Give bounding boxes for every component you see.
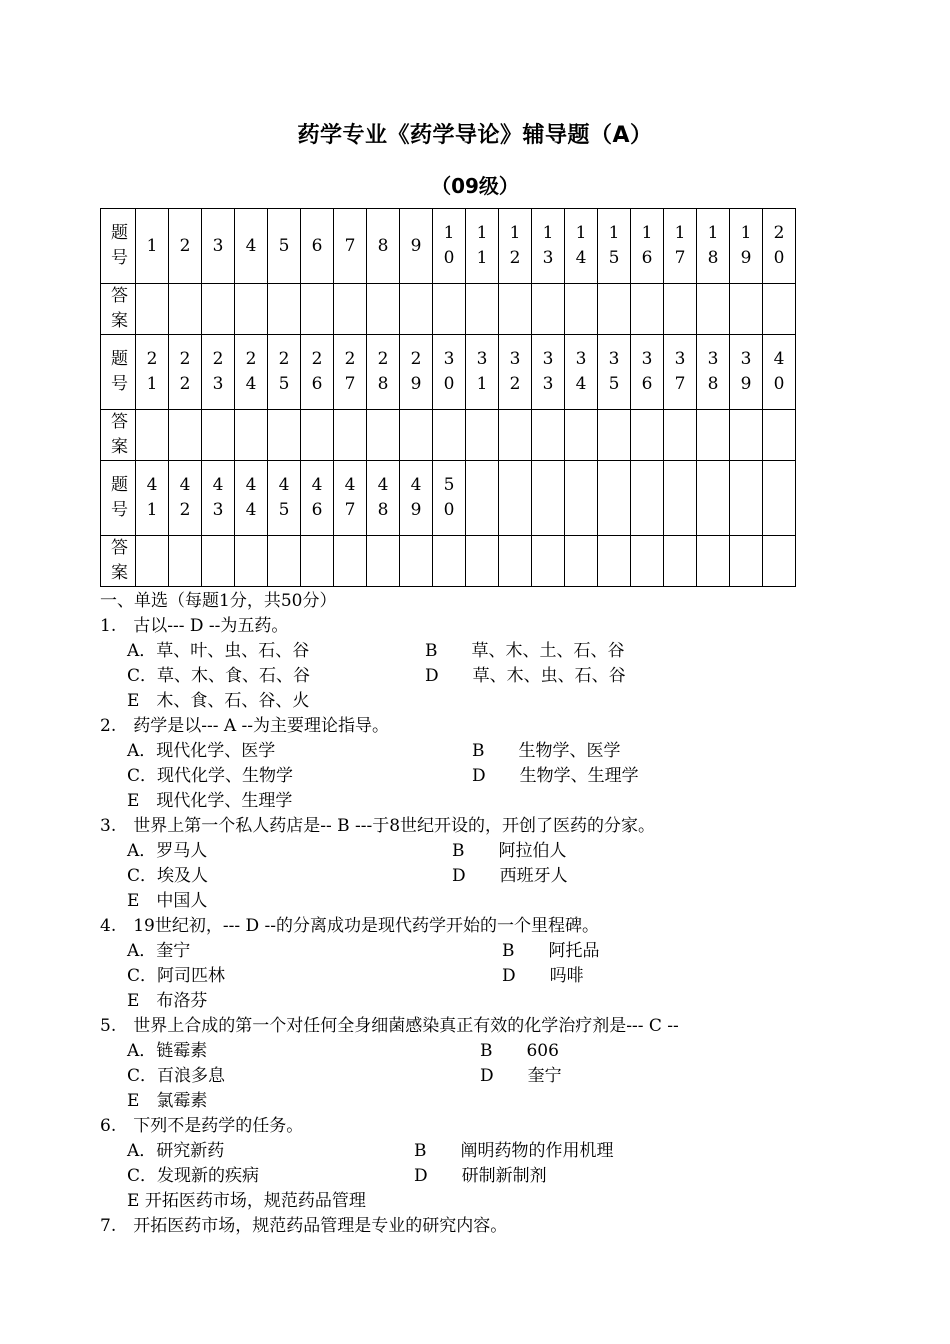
answer-cell[interactable] <box>136 410 169 461</box>
option-line <box>100 789 920 814</box>
question-number-cell: 12 <box>499 209 532 284</box>
answer-cell[interactable] <box>136 536 169 587</box>
answer-cell[interactable] <box>268 536 301 587</box>
question-number-cell: 45 <box>268 461 301 536</box>
option-line <box>100 739 920 764</box>
answer-cell[interactable] <box>202 284 235 335</box>
answer-cell[interactable] <box>730 284 763 335</box>
answer-cell[interactable] <box>631 284 664 335</box>
question-number-cell: 4 <box>235 209 268 284</box>
answer-cell[interactable] <box>235 284 268 335</box>
answer-cell[interactable] <box>697 536 730 587</box>
option-line <box>100 1164 920 1189</box>
option-line <box>100 639 920 664</box>
question-number-cell: 26 <box>301 335 334 410</box>
question-number-cell: 18 <box>697 209 730 284</box>
question-number-cell <box>763 461 796 536</box>
question-number-cell <box>598 461 631 536</box>
question-number-cell <box>664 461 697 536</box>
question-number-cell: 23 <box>202 335 235 410</box>
question-number-cell: 25 <box>268 335 301 410</box>
answer-cell[interactable] <box>136 284 169 335</box>
option-line <box>100 1039 920 1064</box>
answer-cell[interactable] <box>664 536 697 587</box>
question-number-cell: 27 <box>334 335 367 410</box>
answer-cell[interactable] <box>532 284 565 335</box>
answer-cell[interactable] <box>598 410 631 461</box>
row-label-question-number: 题号 <box>101 209 136 284</box>
option-a: A．研究新药 <box>127 1141 225 1161</box>
question-number-cell: 2 <box>169 209 202 284</box>
option-line <box>100 839 920 864</box>
question-number-cell: 5 <box>268 209 301 284</box>
question-stem: 4. 19世纪初，--- D --的分离成功是现代药学开始的一个里程碑。 <box>100 916 600 936</box>
question-number-cell: 1 <box>136 209 169 284</box>
option-e: E 氯霉素 <box>127 1091 208 1111</box>
question-number-cell: 29 <box>400 335 433 410</box>
answer-cell[interactable] <box>565 536 598 587</box>
question-number-cell <box>499 461 532 536</box>
answer-cell[interactable] <box>730 410 763 461</box>
answer-cell[interactable] <box>763 284 796 335</box>
row-label-answer: 答案 <box>101 284 136 335</box>
answer-cell[interactable] <box>400 410 433 461</box>
row-label-question-number: 题号 <box>101 461 136 536</box>
answer-cell[interactable] <box>334 410 367 461</box>
question-stem: 1. 古以--- D --为五药。 <box>100 616 289 636</box>
answer-cell[interactable] <box>499 284 532 335</box>
question-number-cell: 17 <box>664 209 697 284</box>
question-number-cell: 13 <box>532 209 565 284</box>
answer-cell[interactable] <box>466 284 499 335</box>
answer-cell[interactable] <box>631 536 664 587</box>
question-number-cell <box>532 461 565 536</box>
option-a: A．现代化学、医学 <box>127 741 276 761</box>
option-line <box>100 989 920 1014</box>
question-number-row <box>101 209 796 284</box>
question-number-cell: 37 <box>664 335 697 410</box>
option-e: E 木、食、石、谷、火 <box>127 691 310 711</box>
answer-cell[interactable] <box>565 410 598 461</box>
answer-cell[interactable] <box>235 536 268 587</box>
question-number-cell: 33 <box>532 335 565 410</box>
question-number-cell: 34 <box>565 335 598 410</box>
question-number-cell: 28 <box>367 335 400 410</box>
answer-cell[interactable] <box>697 410 730 461</box>
question-stem: 3. 世界上第一个私人药店是-- B ---于8世纪开设的，开创了医药的分家。 <box>100 816 656 836</box>
option-b: B 阿拉伯人 <box>452 841 567 861</box>
question-number-cell: 21 <box>136 335 169 410</box>
option-e: E 中国人 <box>127 891 208 911</box>
question-number-cell: 30 <box>433 335 466 410</box>
option-a: A．罗马人 <box>127 841 208 861</box>
question-stem: 6. 下列不是药学的任务。 <box>100 1116 304 1136</box>
question-number-cell: 48 <box>367 461 400 536</box>
option-e: E 布洛芬 <box>127 991 208 1011</box>
document-title: 药学专业《药学导论》辅导题（A） <box>297 123 653 148</box>
option-a: A．奎宁 <box>127 941 191 961</box>
section-heading: 一、单选（每题1分，共50分） <box>100 591 337 611</box>
answer-cell[interactable] <box>598 536 631 587</box>
row-label-answer: 答案 <box>101 536 136 587</box>
answer-cell[interactable] <box>301 284 334 335</box>
answer-cell[interactable] <box>433 536 466 587</box>
option-line <box>100 664 920 689</box>
option-line <box>100 1064 920 1089</box>
option-b: B 阐明药物的作用机理 <box>414 1141 614 1161</box>
question-number-row <box>101 461 796 536</box>
answer-cell[interactable] <box>202 410 235 461</box>
answer-row <box>101 410 796 461</box>
question-number-cell: 39 <box>730 335 763 410</box>
option-d: D 奎宁 <box>480 1066 562 1086</box>
option-c: C．草、木、食、石、谷 <box>127 666 311 686</box>
option-d: D 生物学、生理学 <box>472 766 639 786</box>
option-c: C．阿司匹林 <box>127 966 226 986</box>
question-number-cell <box>565 461 598 536</box>
option-line <box>100 1139 920 1164</box>
question-number-cell <box>697 461 730 536</box>
answer-cell[interactable] <box>433 410 466 461</box>
question-number-cell: 16 <box>631 209 664 284</box>
option-b: B 生物学、医学 <box>472 741 621 761</box>
option-line <box>100 764 920 789</box>
question-number-cell <box>631 461 664 536</box>
option-c: C．发现新的疾病 <box>127 1166 260 1186</box>
answer-cell[interactable] <box>334 284 367 335</box>
answer-cell[interactable] <box>499 410 532 461</box>
answer-cell[interactable] <box>565 284 598 335</box>
answer-cell[interactable] <box>631 410 664 461</box>
question-number-cell: 20 <box>763 209 796 284</box>
question-stem: 2. 药学是以--- A --为主要理论指导。 <box>100 716 390 736</box>
option-line <box>100 889 920 914</box>
answer-cell[interactable] <box>202 536 235 587</box>
answer-cell[interactable] <box>169 284 202 335</box>
question-stem: 7. 开拓医药市场，规范药品管理是专业的研究内容。 <box>100 1216 508 1236</box>
answer-cell[interactable] <box>235 410 268 461</box>
answer-row <box>101 284 796 335</box>
question-number-cell: 14 <box>565 209 598 284</box>
question-number-cell: 31 <box>466 335 499 410</box>
question-number-cell: 10 <box>433 209 466 284</box>
option-c: C．百浪多息 <box>127 1066 226 1086</box>
option-e: E 现代化学、生理学 <box>127 791 293 811</box>
option-e: E 开拓医药市场，规范药品管理 <box>127 1191 366 1211</box>
question-number-cell: 15 <box>598 209 631 284</box>
option-c: C．埃及人 <box>127 866 209 886</box>
question-number-cell: 44 <box>235 461 268 536</box>
question-stem: 5. 世界上合成的第一个对任何全身细菌感染真正有效的化学治疗剂是--- C -- <box>100 1016 679 1036</box>
answer-cell[interactable] <box>499 536 532 587</box>
answer-row <box>101 536 796 587</box>
question-number-cell: 41 <box>136 461 169 536</box>
option-b: B 606 <box>480 1041 559 1061</box>
answer-cell[interactable] <box>664 284 697 335</box>
option-d: D 西班牙人 <box>452 866 568 886</box>
option-a: A．链霉素 <box>127 1041 208 1061</box>
option-d: D 吗啡 <box>502 966 584 986</box>
option-d: D 研制新制剂 <box>414 1166 547 1186</box>
option-line <box>100 689 920 714</box>
option-a: A．草、叶、虫、石、谷 <box>127 641 310 661</box>
row-label-answer: 答案 <box>101 410 136 461</box>
document-subtitle: （09级） <box>431 174 519 198</box>
answer-cell[interactable] <box>598 284 631 335</box>
question-number-row <box>101 335 796 410</box>
answer-cell[interactable] <box>367 410 400 461</box>
answer-cell[interactable] <box>334 536 367 587</box>
answer-cell[interactable] <box>763 410 796 461</box>
question-number-cell: 11 <box>466 209 499 284</box>
option-d: D 草、木、虫、石、谷 <box>425 666 626 686</box>
answer-cell[interactable] <box>400 284 433 335</box>
answer-cell[interactable] <box>169 536 202 587</box>
answer-cell[interactable] <box>268 410 301 461</box>
question-number-cell: 22 <box>169 335 202 410</box>
answer-cell[interactable] <box>664 410 697 461</box>
answer-cell[interactable] <box>367 284 400 335</box>
answer-cell[interactable] <box>697 284 730 335</box>
question-number-cell: 32 <box>499 335 532 410</box>
question-number-cell: 47 <box>334 461 367 536</box>
question-number-cell: 6 <box>301 209 334 284</box>
answer-cell[interactable] <box>367 536 400 587</box>
answer-cell[interactable] <box>301 536 334 587</box>
option-b: B 草、木、土、石、谷 <box>425 641 625 661</box>
question-number-cell: 46 <box>301 461 334 536</box>
question-number-cell: 8 <box>367 209 400 284</box>
answer-cell[interactable] <box>433 284 466 335</box>
option-line <box>100 939 920 964</box>
answer-cell[interactable] <box>466 410 499 461</box>
question-number-cell: 49 <box>400 461 433 536</box>
answer-cell[interactable] <box>466 536 499 587</box>
option-c: C．现代化学、生物学 <box>127 766 294 786</box>
option-line <box>100 1089 920 1114</box>
option-line <box>100 1189 920 1214</box>
question-number-cell: 40 <box>763 335 796 410</box>
answer-cell[interactable] <box>400 536 433 587</box>
question-section <box>100 589 920 1239</box>
option-line <box>100 964 920 989</box>
option-b: B 阿托品 <box>502 941 600 961</box>
answer-cell[interactable] <box>268 284 301 335</box>
question-number-cell <box>730 461 763 536</box>
answer-cell[interactable] <box>532 536 565 587</box>
question-number-cell: 35 <box>598 335 631 410</box>
question-number-cell: 7 <box>334 209 367 284</box>
answer-cell[interactable] <box>532 410 565 461</box>
question-number-cell: 9 <box>400 209 433 284</box>
answer-cell[interactable] <box>169 410 202 461</box>
option-line <box>100 864 920 889</box>
row-label-question-number: 题号 <box>101 335 136 410</box>
answer-cell[interactable] <box>763 536 796 587</box>
question-number-cell <box>466 461 499 536</box>
answer-grid <box>100 208 796 587</box>
question-number-cell: 43 <box>202 461 235 536</box>
question-number-cell: 50 <box>433 461 466 536</box>
question-number-cell: 42 <box>169 461 202 536</box>
answer-cell[interactable] <box>301 410 334 461</box>
question-number-cell: 19 <box>730 209 763 284</box>
question-number-cell: 38 <box>697 335 730 410</box>
question-number-cell: 3 <box>202 209 235 284</box>
question-number-cell: 36 <box>631 335 664 410</box>
question-number-cell: 24 <box>235 335 268 410</box>
answer-cell[interactable] <box>730 536 763 587</box>
